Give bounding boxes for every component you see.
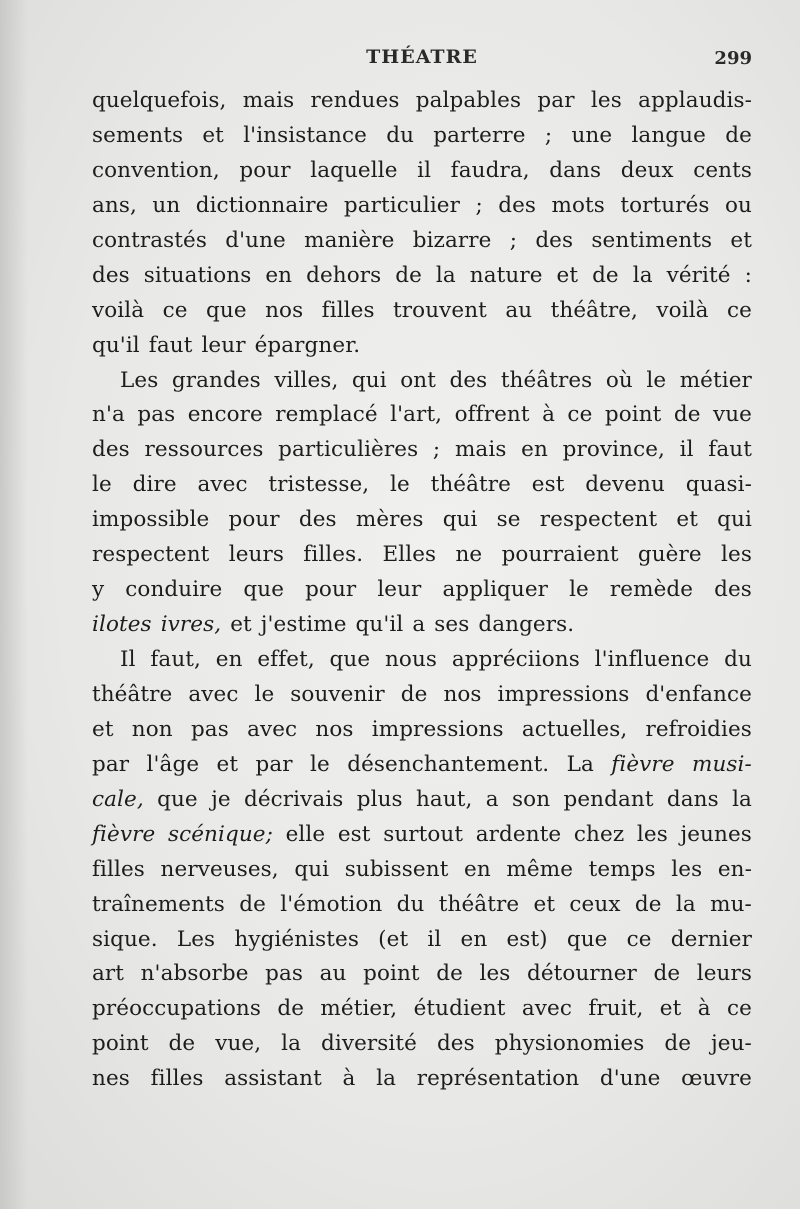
- text-line: quelquefois, mais rendues palpables par les applaudis-: [92, 88, 752, 113]
- text-line: impossible pour des mères qui se respectent et qui: [92, 507, 752, 533]
- running-title: THÉATRE: [366, 46, 478, 68]
- text-line: respectent leurs filles. Elles ne pourraient guère les: [92, 542, 752, 568]
- text-line: n'a pas encore remplacé l'art, offrent à ce point de vue: [92, 402, 752, 428]
- text-line: Les grandes villes, qui ont des théâtres où le métier: [120, 367, 752, 393]
- text-line: filles nerveuses, qui subissent en même temps les en-: [92, 856, 752, 882]
- page-gutter-shadow: [0, 0, 28, 1209]
- text-line: voilà ce que nos filles trouvent au théâtre, voilà ce: [92, 297, 752, 323]
- text-line: sements et l'insistance du parterre ; une langue de: [92, 122, 752, 148]
- text-line: sique. Les hygiénistes (et il en est) que ce dernier: [92, 926, 752, 952]
- text-line: ilotes ivres, et j'estime qu'il a ses dangers.: [92, 612, 575, 638]
- body-text: [92, 84, 752, 1097]
- text-line: nes filles assistant à la représentation d'une œuvre: [92, 1066, 752, 1092]
- text-line: cale, que je décrivais plus haut, a son pendant dans la: [92, 786, 752, 812]
- text-line: et non pas avec nos impressions actuelles, refroidies: [92, 716, 752, 742]
- page-number: 299: [714, 48, 752, 69]
- text-line: point de vue, la diversité des physionomies de jeu-: [92, 1031, 752, 1057]
- text-line: préoccupations de métier, étudient avec fruit, et à ce: [92, 996, 752, 1022]
- text-line: convention, pour laquelle il faudra, dans deux cents: [92, 157, 752, 183]
- text-line: fièvre scénique; elle est surtout ardente chez les jeunes: [92, 821, 752, 847]
- running-head: [92, 46, 752, 76]
- text-line: y conduire que pour leur appliquer le remède des: [92, 577, 752, 603]
- text-line: des ressources particulières ; mais en province, il faut: [92, 437, 752, 463]
- text-line: qu'il faut leur épargner.: [92, 332, 361, 358]
- text-line: théâtre avec le souvenir de nos impressions d'enfance: [92, 681, 752, 707]
- text-line: le dire avec tristesse, le théâtre est devenu quasi-: [92, 472, 752, 498]
- text-line: Il faut, en effet, que nous appréciions l'influence du: [120, 647, 752, 672]
- text-line: par l'âge et par le désenchantement. La fièvre musi-: [92, 751, 752, 777]
- text-line: des situations en dehors de la nature et de la vérité :: [92, 262, 752, 288]
- text-line: art n'absorbe pas au point de les détourner de leurs: [92, 961, 752, 987]
- text-line: traînements de l'émotion du théâtre et ceux de la mu-: [92, 891, 752, 917]
- text-line: contrastés d'une manière bizarre ; des sentiments et: [92, 227, 752, 253]
- text-line: ans, un dictionnaire particulier ; des mots torturés ou: [92, 192, 752, 218]
